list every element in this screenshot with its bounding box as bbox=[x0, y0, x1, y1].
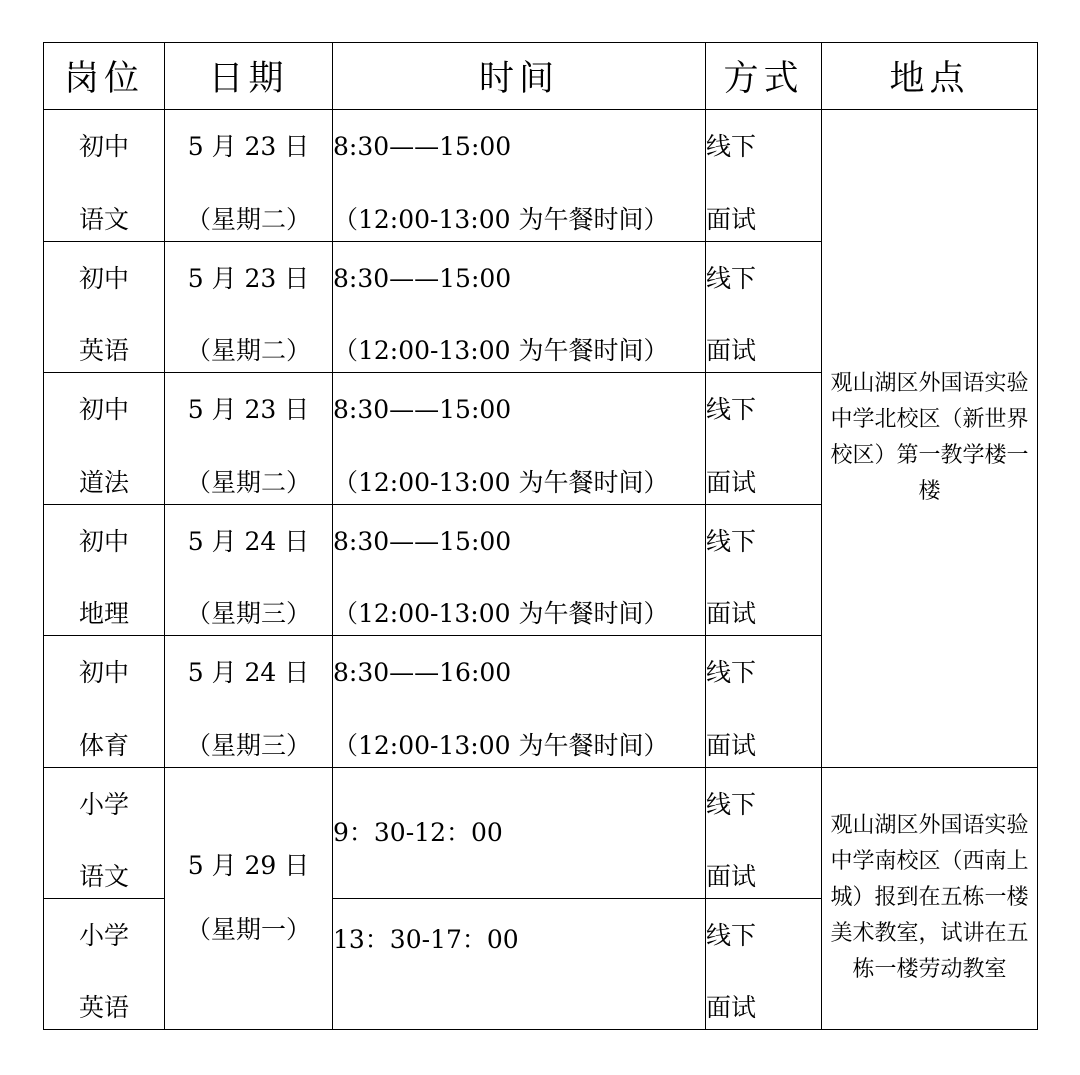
position-line1: 小学 bbox=[78, 789, 129, 819]
position-line1: 初中 bbox=[78, 263, 129, 293]
table-row bbox=[44, 110, 1038, 242]
time-line2: （12:00-13:00 为午餐时间） bbox=[333, 730, 669, 760]
header-position: 岗位 bbox=[44, 43, 165, 110]
position-cell bbox=[44, 373, 165, 505]
header-mode: 方式 bbox=[706, 43, 822, 110]
time-cell bbox=[333, 110, 706, 242]
date-line2: （星期二） bbox=[185, 204, 311, 234]
mode-line2: 面试 bbox=[706, 467, 757, 497]
time-line1: 8:30——15:00 bbox=[333, 526, 512, 556]
mode-cell bbox=[706, 636, 822, 768]
mode-line2: 面试 bbox=[706, 861, 757, 891]
time-cell bbox=[333, 767, 706, 898]
mode-line2: 面试 bbox=[706, 992, 757, 1022]
position-cell bbox=[44, 767, 165, 898]
table-row bbox=[44, 767, 1038, 898]
position-cell bbox=[44, 110, 165, 242]
time-line1: 8:30——15:00 bbox=[333, 395, 512, 425]
date-cell bbox=[165, 110, 333, 242]
mode-cell bbox=[706, 241, 822, 373]
date-line1: 5 月 23 日 bbox=[187, 263, 310, 293]
date-line1: 5 月 23 日 bbox=[187, 395, 310, 425]
position-line2: 语文 bbox=[78, 861, 129, 891]
date-line1: 5 月 29 日 bbox=[187, 851, 310, 881]
mode-line2: 面试 bbox=[706, 336, 757, 366]
position-line1: 小学 bbox=[78, 920, 129, 950]
mode-line1: 线下 bbox=[706, 920, 757, 950]
time-cell bbox=[333, 636, 706, 768]
header-location: 地点 bbox=[822, 43, 1038, 110]
time-line2: （12:00-13:00 为午餐时间） bbox=[333, 204, 669, 234]
header-date: 日期 bbox=[165, 43, 333, 110]
time-line1: 8:30——16:00 bbox=[333, 658, 512, 688]
position-line2: 地理 bbox=[78, 599, 129, 629]
interview-schedule-table bbox=[43, 42, 1038, 1030]
date-line1: 5 月 23 日 bbox=[187, 132, 310, 161]
mode-cell bbox=[706, 373, 822, 505]
time-line2: （12:00-13:00 为午餐时间） bbox=[333, 336, 669, 366]
time-cell bbox=[333, 504, 706, 636]
position-line2: 英语 bbox=[78, 992, 129, 1022]
position-line1: 初中 bbox=[78, 658, 129, 688]
date-line2: （星期三） bbox=[185, 599, 311, 629]
mode-line1: 线下 bbox=[706, 263, 757, 293]
date-line2: （星期三） bbox=[185, 730, 311, 760]
position-cell bbox=[44, 241, 165, 373]
header-time: 时间 bbox=[333, 43, 706, 110]
time-value: 9：30-12：00 bbox=[333, 817, 503, 847]
time-line1: 8:30——15:00 bbox=[333, 263, 512, 293]
mode-line1: 线下 bbox=[706, 132, 757, 161]
time-cell bbox=[333, 241, 706, 373]
time-line2: （12:00-13:00 为午餐时间） bbox=[333, 599, 669, 629]
header-row bbox=[44, 43, 1038, 110]
date-cell-primary bbox=[165, 767, 333, 1029]
date-line1: 5 月 24 日 bbox=[187, 526, 310, 556]
date-cell bbox=[165, 504, 333, 636]
time-value: 13：30-17：00 bbox=[333, 924, 519, 954]
mode-line2: 面试 bbox=[706, 599, 757, 629]
position-line1: 初中 bbox=[78, 395, 129, 425]
mode-line1: 线下 bbox=[706, 789, 757, 819]
position-line2: 英语 bbox=[78, 336, 129, 366]
mode-line2: 面试 bbox=[706, 730, 757, 760]
mode-line1: 线下 bbox=[706, 395, 757, 425]
mode-cell bbox=[706, 110, 822, 242]
date-cell bbox=[165, 241, 333, 373]
position-line2: 体育 bbox=[78, 730, 129, 760]
date-line1: 5 月 24 日 bbox=[187, 658, 310, 688]
date-cell bbox=[165, 373, 333, 505]
position-cell bbox=[44, 898, 165, 1029]
date-line2: （星期二） bbox=[185, 336, 311, 366]
date-cell bbox=[165, 636, 333, 768]
time-line1: 8:30——15:00 bbox=[333, 132, 512, 161]
mode-cell bbox=[706, 504, 822, 636]
position-line2: 语文 bbox=[78, 204, 129, 234]
date-line2: （星期一） bbox=[185, 915, 311, 945]
location-south: 观山湖区外国语实验中学南校区（西南上城）报到在五栋一楼美术教室，试讲在五栋一楼劳动教室 bbox=[822, 767, 1038, 1029]
position-line2: 道法 bbox=[78, 467, 129, 497]
time-cell bbox=[333, 373, 706, 505]
date-line2: （星期二） bbox=[185, 467, 311, 497]
location-north: 观山湖区外国语实验中学北校区（新世界校区）第一教学楼一楼 bbox=[822, 110, 1038, 768]
mode-line1: 线下 bbox=[706, 526, 757, 556]
time-line2: （12:00-13:00 为午餐时间） bbox=[333, 467, 669, 497]
position-line1: 初中 bbox=[78, 526, 129, 556]
position-cell bbox=[44, 504, 165, 636]
position-cell bbox=[44, 636, 165, 768]
time-cell bbox=[333, 898, 706, 1029]
mode-cell bbox=[706, 767, 822, 898]
position-line1: 初中 bbox=[78, 132, 129, 161]
mode-cell bbox=[706, 898, 822, 1029]
mode-line1: 线下 bbox=[706, 658, 757, 688]
mode-line2: 面试 bbox=[706, 204, 757, 234]
